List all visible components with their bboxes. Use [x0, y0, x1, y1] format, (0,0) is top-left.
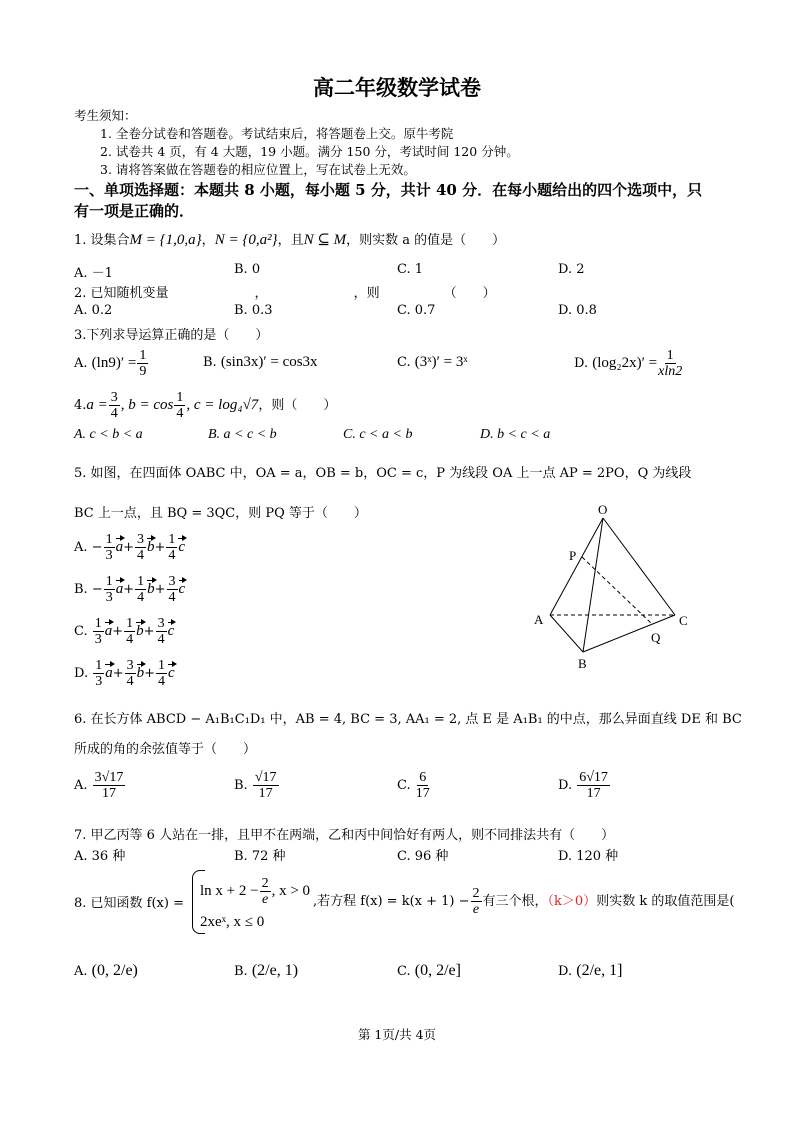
- label-b: B: [578, 656, 587, 671]
- q7-option-c: C. 96 种: [397, 849, 449, 864]
- edge-oa: [550, 518, 603, 615]
- label-a: A: [534, 612, 544, 627]
- q8-option-d: D. (2/e, 1]: [558, 962, 623, 979]
- q8-red-condition: （k＞0）: [547, 894, 597, 909]
- question-2-stem: 2. 已知随机变量 ， ，则 （ ）: [74, 286, 496, 301]
- question-1-stem: 1. 设集合M = {1,0,a}，N = {0,a²}，且N ⊆ M，则实数 a 的值是（ ）: [74, 232, 506, 248]
- label-p: P: [569, 548, 577, 563]
- q6-option-b: B. $\frac{√17}{17}$: [234, 770, 277, 801]
- notice-item-2: 2. 试卷共 4 页，有 4 大题，19 小题。满分 150 分，考试时间 120 分钟。: [100, 144, 519, 159]
- q8-option-b: B. (2/e, 1): [234, 962, 299, 979]
- q3-option-b: B. (sin3x)′ = cos3x: [203, 354, 318, 370]
- q3-option-a: A. (ln9)′ = $\frac{1}{9}$: [74, 348, 147, 379]
- edge-ob: [583, 518, 603, 652]
- question-8-pre: 8. 已知函数 f(x) =: [74, 896, 184, 911]
- q5-option-c: C. $\frac{1}{3}$ a+ $\frac{1}{4}$ b+ $\frac{3}{4}$ c: [74, 616, 175, 647]
- q4-option-b: B. a < c < b: [208, 427, 277, 442]
- q5-option-a: A. − $\frac{1}{3}$ a+ $\frac{3}{4}$ b+ $\frac{1}{4}$ c: [74, 532, 186, 563]
- edge-oc: [603, 518, 675, 615]
- question-6-line1: 6. 在长方体 ABCD − A₁B₁C₁D₁ 中，AB = 4, BC = 3, AA₁ = 2, 点 E 是 A₁B₁ 的中点，那么异面直线 DE 和 BC: [74, 712, 742, 727]
- q8-case2: 2xeˣ, x ≤ 0: [200, 914, 265, 930]
- section1-line2: 有一项是正确的．: [74, 202, 195, 220]
- q8-option-a: A. (0, 2/e): [74, 962, 138, 979]
- question-5-line2: BC 上一点，且 BQ = 3QC，则 PQ 等于（ ）: [74, 506, 367, 521]
- section1-line1: 一、单项选择题：本题共 8 小题，每小题 5 分，共计 40 分．在每小题给出的四个选项中，只: [74, 181, 703, 199]
- label-q: Q: [651, 630, 661, 645]
- q3-option-c: C. (3ˣ)′ = 3ˣ: [397, 354, 468, 370]
- q2-option-a: A. 0.2: [74, 303, 113, 318]
- q6-option-c: C. $\frac{6}{17}$: [397, 770, 430, 801]
- q4-option-a: A. c < b < a: [74, 427, 143, 442]
- q7-option-b: B. 72 种: [234, 849, 286, 864]
- q8-case1: ln x + 2 − $\frac{2}{e}$ , x > 0: [200, 876, 311, 907]
- question-5-line1: 5. 如图，在四面体 OABC 中，OA = a，OB = b，OC = c，P 为线段 OA 上一点 AP = 2PO，Q 为线段: [74, 466, 692, 481]
- page-footer: 第 1页/共 4页: [357, 1027, 437, 1042]
- notice-item-1: 1. 全卷分试卷和答题卷。考试结束后，将答题卷上交。原牛考院: [100, 126, 454, 141]
- q5-option-b: B. − $\frac{1}{3}$ a+ $\frac{1}{4}$ b+ $\frac{3}{4}$ c: [74, 574, 186, 605]
- q4-option-c: C. c < a < b: [343, 427, 413, 442]
- q2-option-c: C. 0.7: [397, 303, 436, 318]
- label-o: O: [598, 502, 608, 517]
- q6-option-a: A. $\frac{3√17}{17}$: [74, 770, 124, 801]
- q6-option-d: D. $\frac{6√17}{17}$: [558, 770, 608, 801]
- q1-option-c: C. 1: [397, 262, 424, 277]
- question-6-line2: 所成的角的余弦值等于（ ）: [74, 742, 257, 757]
- q8-option-c: C. (0, 2/e]: [397, 962, 461, 979]
- q1-option-b: B. 0: [234, 262, 261, 277]
- q7-option-d: D. 120 种: [558, 849, 619, 864]
- edge-bc: [583, 615, 675, 652]
- edge-ab: [550, 615, 583, 652]
- q2-option-d: D. 0.8: [558, 303, 597, 318]
- q1-option-d: D. 2: [558, 262, 585, 277]
- q8-stem-rest: ,若方程 f(x) = k(x + 1) − $\frac{2}{e}$ 有三个根，（k＞0）则实数 k 的取值范围是(: [313, 886, 735, 917]
- label-c: C: [679, 613, 688, 628]
- q4-option-d: D. b < c < a: [480, 427, 551, 442]
- q2-option-b: B. 0.3: [234, 303, 273, 318]
- q1-option-a: A. －1: [74, 266, 113, 281]
- page-title: 高二年级数学试卷: [313, 75, 481, 100]
- question-3-stem: 3.下列求导运算正确的是（ ）: [74, 328, 269, 343]
- q3-option-d: D. (log₂2x)′ = $\frac{1}{xln2}$: [574, 348, 683, 379]
- notice-heading: 考生须知：: [74, 108, 137, 123]
- question-7-stem: 7. 甲乙丙等 6 人站在一排，且甲不在两端，乙和丙中间恰好有两人，则不同排法共有（ ）: [74, 828, 615, 843]
- tetrahedron-figure: [520, 500, 720, 680]
- q7-option-a: A. 36 种: [74, 849, 126, 864]
- notice-item-3: 3. 请将答案做在答题卷的相应位置上，写在试卷上无效。: [100, 162, 416, 177]
- q5-option-d: D. $\frac{1}{3}$ a+ $\frac{3}{4}$ b+ $\frac{1}{4}$ c: [74, 658, 175, 689]
- question-4-stem: 4.a = $\frac{3}{4}$ , b = cos $\frac{1}{4}$ , c = log₄√7，则（ ）: [74, 390, 337, 421]
